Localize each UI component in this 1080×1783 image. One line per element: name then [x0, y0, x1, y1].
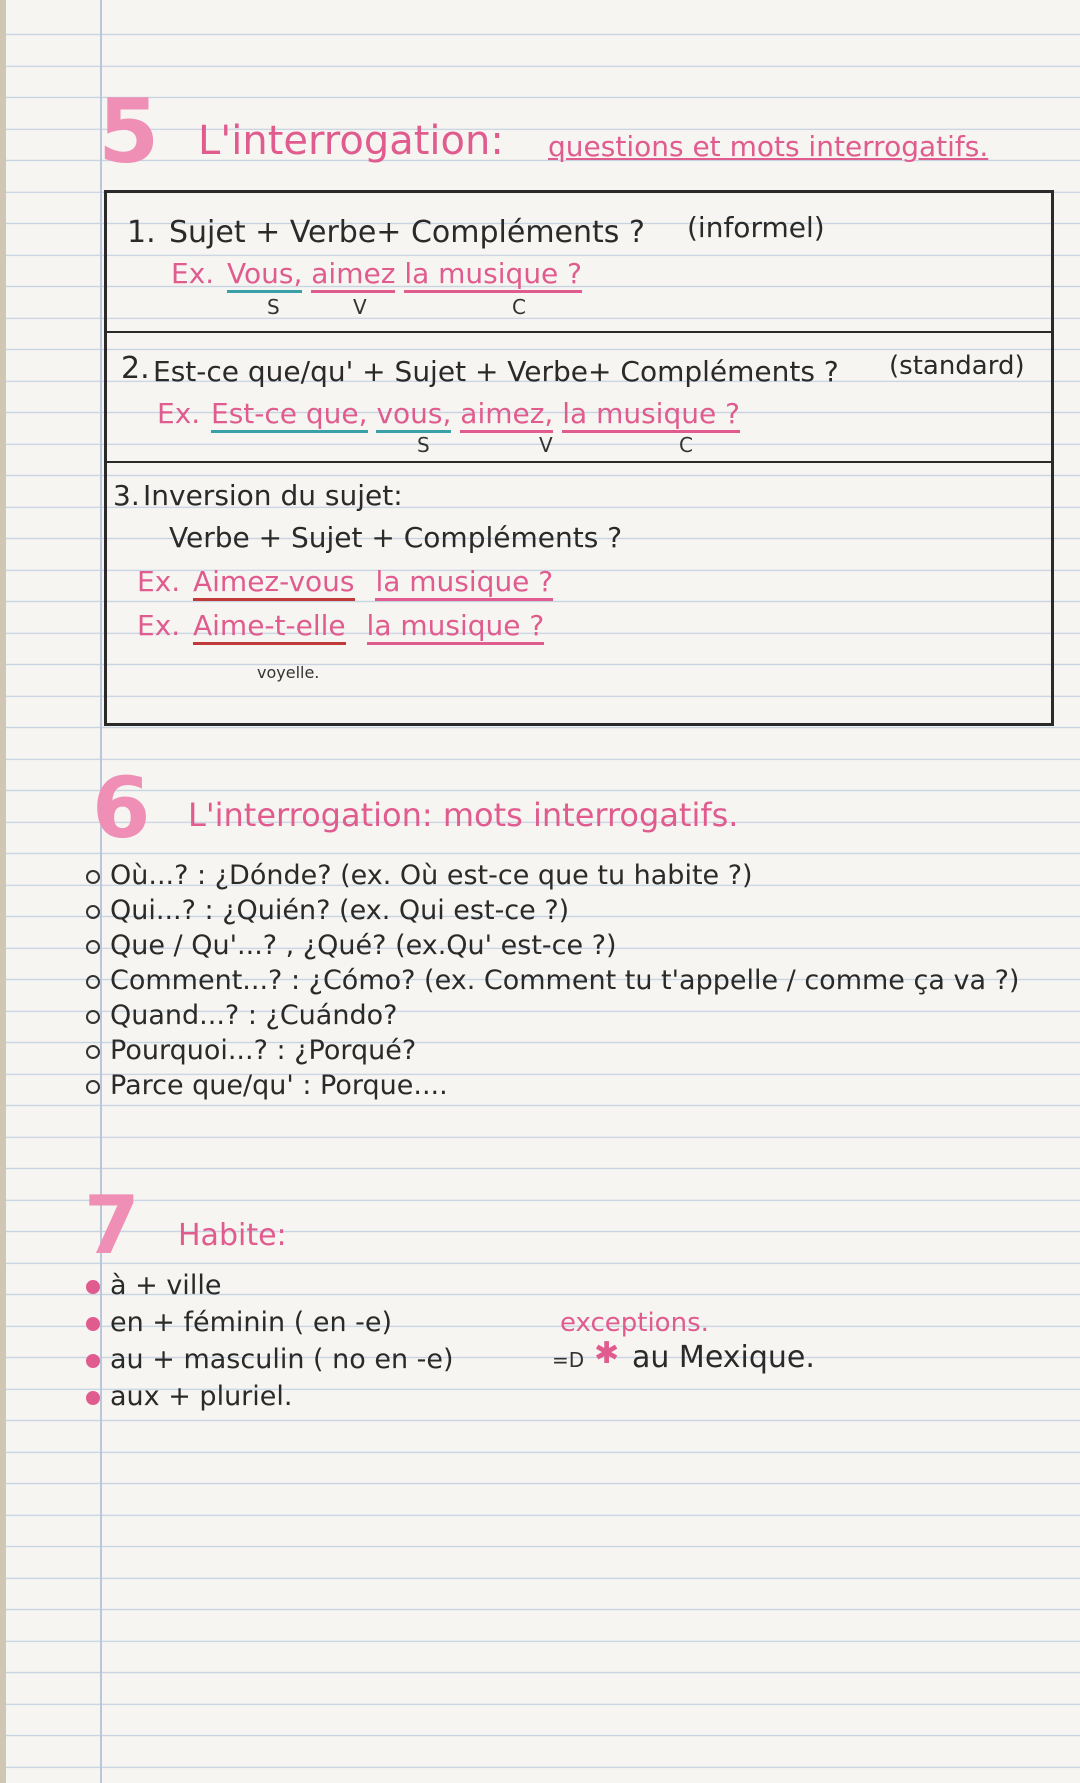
ex-complement: la musique ?	[404, 257, 582, 293]
exception-text: au Mexique.	[632, 1340, 815, 1375]
bullet-icon	[86, 1354, 100, 1368]
list-item: aux + pluriel.	[86, 1381, 454, 1418]
rule-row-1	[107, 193, 1051, 331]
arrow-mark: =D	[552, 1348, 585, 1372]
list-item: Que / Qu'...? , ¿Qué? (ex.Qu' est-ce ?)	[86, 930, 1019, 965]
ex-verb: aimez	[311, 257, 395, 293]
bullet-icon	[86, 870, 100, 884]
mark-v: V	[539, 433, 553, 457]
rule-1-ex-label: Ex.	[171, 257, 215, 290]
rule-3-formula: Verbe + Sujet + Compléments ?	[169, 521, 623, 554]
rule-3-example-2	[193, 609, 544, 645]
rule-2-note: (standard)	[889, 351, 1025, 381]
bullet-icon	[86, 1317, 100, 1331]
rule-row-2	[107, 333, 1051, 461]
mark-s: S	[267, 295, 280, 319]
ex-subject: Vous,	[227, 257, 302, 293]
list-item: à + ville	[86, 1270, 454, 1307]
list-item: Pourquoi...? : ¿Porqué?	[86, 1035, 1019, 1070]
section-7-number: 7	[84, 1179, 140, 1272]
exceptions-label: exceptions.	[560, 1308, 709, 1338]
bullet-icon	[86, 1045, 100, 1059]
bullet-icon	[86, 1280, 100, 1294]
rule-2-ex-label: Ex.	[157, 397, 201, 430]
section-5-title: L'interrogation:	[198, 118, 504, 164]
mark-voyelle: voyelle.	[257, 663, 320, 682]
bullet-icon	[86, 1080, 100, 1094]
ex-inverted-verb: Aimez-vous	[193, 565, 355, 601]
rule-2-number: 2.	[121, 351, 150, 386]
rule-3-ex2-label: Ex.	[137, 609, 181, 642]
rule-3-number: 3.	[113, 479, 140, 512]
bullet-icon	[86, 1391, 100, 1405]
list-item: Parce que/qu' : Porque....	[86, 1070, 1019, 1105]
list-item: en + féminin ( en -e)	[86, 1307, 454, 1344]
bullet-icon	[86, 1010, 100, 1024]
mark-s: S	[417, 433, 430, 457]
ex-complement: la musique ?	[375, 565, 553, 601]
asterisk-icon: ✱	[594, 1336, 620, 1371]
rules-box	[104, 190, 1054, 726]
list-item: Qui...? : ¿Quién? (ex. Qui est-ce ?)	[86, 895, 1019, 930]
ex-est-ce-que: Est-ce que,	[211, 397, 368, 433]
list-item: Où...? : ¿Dónde? (ex. Où est-ce que tu habite ?)	[86, 860, 1019, 895]
rule-3-ex1-label: Ex.	[137, 565, 181, 598]
ex-verb: aimez,	[460, 397, 553, 433]
rule-1-number: 1.	[127, 215, 156, 250]
list-item: au + masculin ( no en -e)	[86, 1344, 454, 1381]
ex-inverted-verb: Aime-t-elle	[193, 609, 346, 645]
mark-v: V	[353, 295, 367, 319]
list-item: Quand...? : ¿Cuándo?	[86, 1000, 1019, 1035]
rule-row-3	[107, 463, 1051, 723]
bullet-icon	[86, 905, 100, 919]
section-6-number: 6	[92, 759, 151, 857]
rule-1-note: (informel)	[687, 211, 825, 244]
habite-rules-list	[86, 1270, 454, 1418]
section-7-title: Habite:	[178, 1218, 287, 1253]
ex-complement: la musique ?	[367, 609, 545, 645]
ex-complement: la musique ?	[562, 397, 740, 433]
rule-3-title: Inversion du sujet:	[143, 479, 403, 512]
bullet-icon	[86, 940, 100, 954]
rule-2-formula: Est-ce que/qu' + Sujet + Verbe+ Compléments ?	[153, 355, 839, 388]
rule-2-example	[211, 397, 740, 433]
list-item: Comment...? : ¿Cómo? (ex. Comment tu t'appelle / comme ça va ?)	[86, 965, 1019, 1000]
mark-c: C	[512, 295, 526, 319]
section-6-title: L'interrogation: mots interrogatifs.	[188, 796, 739, 834]
rule-3-example-1	[193, 565, 553, 601]
interrogative-words-list	[86, 860, 1019, 1105]
rule-1-example	[227, 257, 582, 293]
bullet-icon	[86, 975, 100, 989]
section-5-number: 5	[98, 80, 160, 183]
rule-1-formula: Sujet + Verbe+ Compléments ?	[169, 215, 645, 250]
ex-subject: vous,	[376, 397, 451, 433]
section-5-subtitle: questions et mots interrogatifs.	[548, 130, 989, 163]
mark-c: C	[679, 433, 693, 457]
